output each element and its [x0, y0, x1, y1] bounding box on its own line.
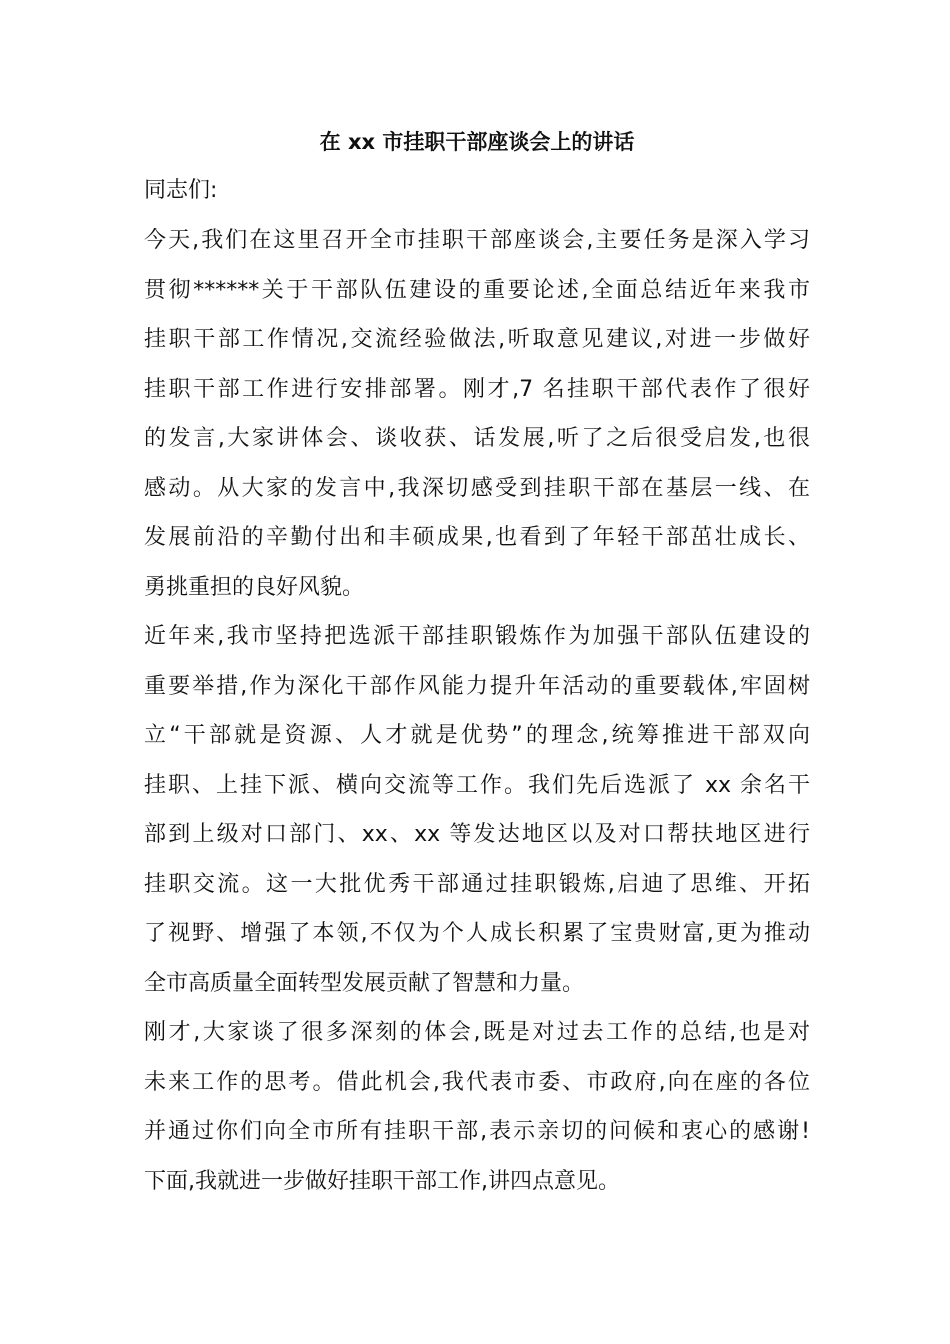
paragraph-line: 的发言,大家讲体会、谈收获、话发展,听了之后很受启发,也很	[144, 426, 810, 451]
paragraph-3	[144, 1008, 810, 1206]
paragraph-2	[144, 612, 810, 1008]
paragraph-line: 下面,我就进一步做好挂职干部工作,讲四点意见。	[144, 1168, 620, 1194]
paragraph-line: 近年来,我市坚持把选派干部挂职锻炼作为加强干部队伍建设的	[144, 624, 810, 649]
paragraph-line: 重要举措,作为深化干部作风能力提升年活动的重要载体,牢固树	[144, 673, 810, 699]
paragraph-line: 挂职、上挂下派、横向交流等工作。我们先后选派了 xx 余名干	[144, 772, 810, 798]
document-page	[144, 118, 810, 1206]
salutation: 同志们:	[144, 178, 218, 203]
paragraph-line: 全市高质量全面转型发展贡献了智慧和力量。	[144, 970, 585, 996]
paragraph-line: 发展前沿的辛勤付出和丰硕成果,也看到了年轻干部茁壮成长、	[144, 525, 810, 550]
paragraph-1	[144, 216, 810, 612]
paragraph-line: 部到上级对口部门、xx、xx 等发达地区以及对口帮扶地区进行	[144, 822, 810, 847]
document-title: 在 xx 市挂职干部座谈会上的讲话	[319, 130, 635, 154]
paragraph-line: 立“干部就是资源、人才就是优势”的理念,统筹推进干部双向	[144, 723, 810, 748]
paragraph-line: 贯彻******关于干部队伍建设的重要论述,全面总结近年来我市	[144, 277, 810, 303]
paragraph-line: 挂职干部工作进行安排部署。刚才,7 名挂职干部代表作了很好	[144, 376, 810, 402]
paragraph-line: 了视野、增强了本领,不仅为个人成长积累了宝贵财富,更为推动	[144, 921, 810, 946]
paragraph-line: 勇挑重担的良好风貌。	[144, 574, 365, 600]
paragraph-line: 刚才,大家谈了很多深刻的体会,既是对过去工作的总结,也是对	[144, 1020, 810, 1045]
paragraph-line: 未来工作的思考。借此机会,我代表市委、市政府,向在座的各位	[144, 1069, 810, 1095]
paragraph-line: 今天,我们在这里召开全市挂职干部座谈会,主要任务是深入学习	[144, 228, 810, 253]
paragraph-line: 并通过你们向全市所有挂职干部,表示亲切的问候和衷心的感谢!	[144, 1119, 810, 1144]
paragraph-line: 挂职交流。这一大批优秀干部通过挂职锻炼,启迪了思维、开拓	[144, 871, 810, 897]
paragraph-line: 感动。从大家的发言中,我深切感受到挂职干部在基层一线、在	[144, 475, 810, 501]
paragraph-line: 挂职干部工作情况,交流经验做法,听取意见建议,对进一步做好	[144, 327, 810, 352]
